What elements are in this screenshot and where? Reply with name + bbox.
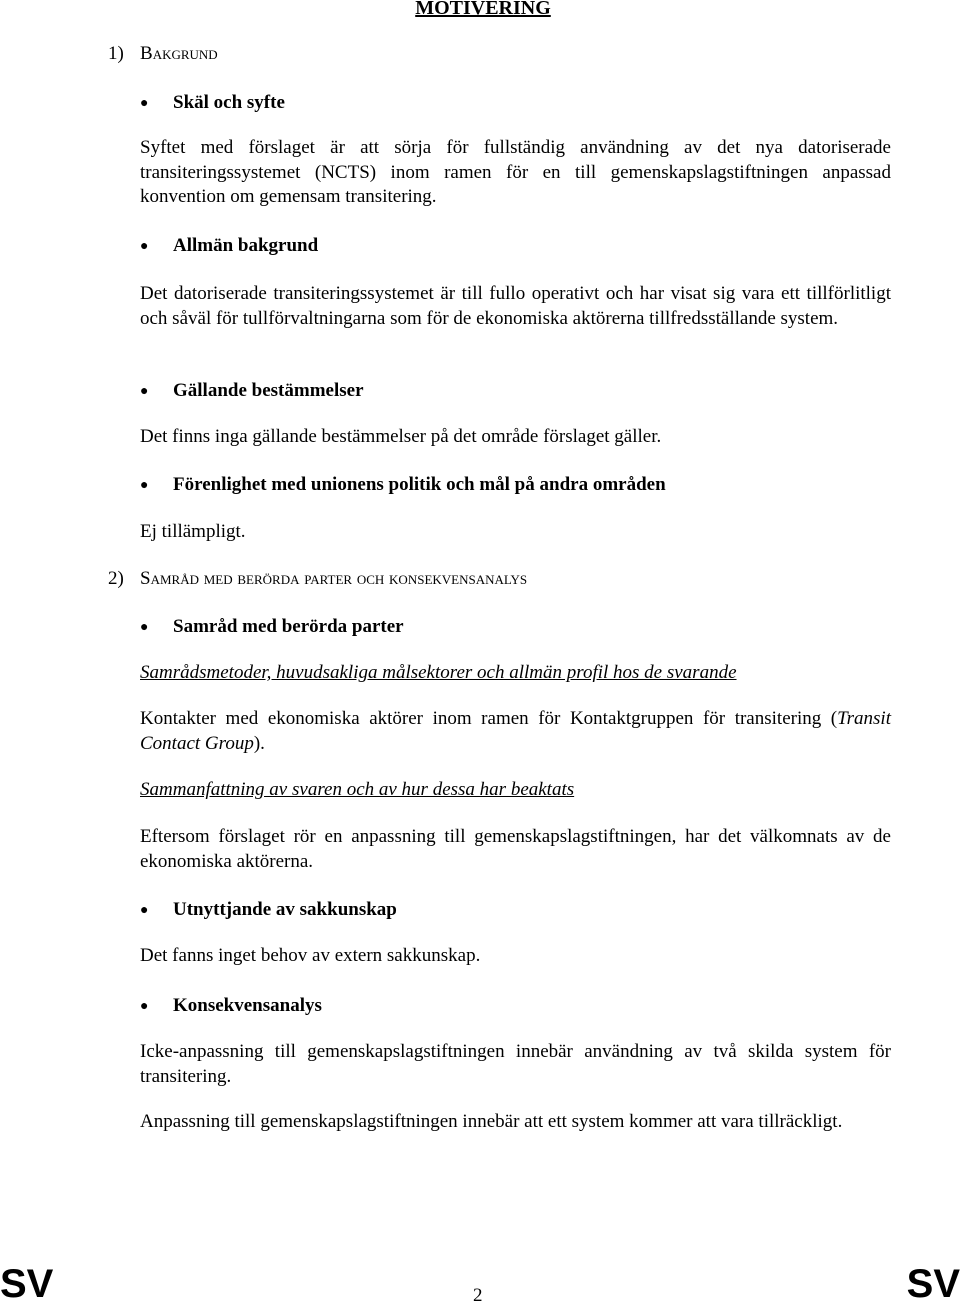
footer-language-code-left: SV bbox=[0, 1262, 54, 1306]
subheading-samradsmetoder: Samrådsmetoder, huvudsakliga målsektorer och allmän profil hos de svarande bbox=[140, 662, 737, 683]
section-heading-samrad bbox=[108, 567, 527, 592]
bullet-heading-skal-och-syfte bbox=[140, 91, 285, 117]
subheading-sammanfattning: Sammanfattning av svaren och av hur dessa har beaktats bbox=[140, 779, 575, 800]
paragraph-ej-tillampligt: Ej tillämpligt. bbox=[140, 521, 246, 542]
paragraph-syfte: Syftet med förslaget är att sörja för fullständig användning av det nya datoriserade transiteringssystemet (NCTS) inom ramen för en till gemenskapslagstiftningen anpassad konvention om gemensam transitering. bbox=[140, 137, 891, 207]
bullet-heading-samrad-med-berorda-parter bbox=[140, 615, 404, 641]
document-title: MOTIVERING bbox=[415, 0, 551, 19]
section-title-initial: B bbox=[140, 43, 153, 64]
bullet-icon: ● bbox=[140, 96, 149, 111]
paragraph-sakkunskap: Det fanns inget behov av extern sakkunskap. bbox=[140, 945, 481, 966]
footer-language-code-right: SV bbox=[906, 1262, 960, 1306]
paragraph-kontakter bbox=[140, 707, 891, 756]
paragraph-bestammelser: Det finns inga gällande bestämmelser på det område förslaget gäller. bbox=[140, 426, 662, 447]
bullet-heading-konsekvensanalys bbox=[140, 994, 322, 1020]
bullet-heading-text: Skäl och syfte bbox=[173, 92, 285, 113]
bullet-heading-allman-bakgrund bbox=[140, 234, 318, 260]
paragraph-anpassning: Anpassning till gemenskapslagstiftningen innebär att ett system kommer att vara tillräckligt. bbox=[140, 1111, 843, 1132]
bullet-heading-text: Samråd med berörda parter bbox=[173, 616, 404, 637]
paragraph-eftersom: Eftersom förslaget rör en anpassning till gemenskapslagstiftningen, har det välkomnats av de ekonomiska aktörerna. bbox=[140, 826, 891, 872]
bullet-heading-forenlighet bbox=[140, 473, 666, 499]
section-number: 2) bbox=[108, 568, 124, 589]
section-title-rest: akgrund bbox=[152, 43, 218, 64]
paragraph-bakgrund: Det datoriserade transiteringssystemet är till fullo operativt och har visat sig vara ett tillförlitligt och såväl för tullförvaltningarna som för de ekonomiska aktörerna tillfredsställande system. bbox=[140, 283, 891, 329]
bullet-icon: ● bbox=[140, 384, 149, 399]
paragraph-italic-text: Transit Contact Group bbox=[140, 708, 891, 754]
bullet-icon: ● bbox=[140, 239, 149, 254]
section-number: 1) bbox=[108, 43, 124, 64]
page-number: 2 bbox=[473, 1285, 483, 1306]
paragraph-text: Kontakter med ekonomiska aktörer inom ramen för Kontaktgruppen för transitering ( bbox=[140, 708, 838, 729]
bullet-heading-gallande-bestammelser bbox=[140, 379, 364, 405]
bullet-heading-text: Allmän bakgrund bbox=[173, 235, 319, 256]
section-title-rest: amråd med berörda parter och konsekvensanalys bbox=[150, 568, 528, 589]
bullet-icon: ● bbox=[140, 999, 149, 1014]
bullet-heading-utnyttjande-av-sakkunskap bbox=[140, 898, 397, 924]
bullet-heading-text: Förenlighet med unionens politik och mål på andra områden bbox=[173, 474, 666, 495]
bullet-heading-text: Gällande bestämmelser bbox=[173, 380, 364, 401]
section-title-initial: S bbox=[140, 568, 151, 589]
bullet-icon: ● bbox=[140, 478, 149, 493]
bullet-heading-text: Konsekvensanalys bbox=[173, 995, 322, 1016]
section-heading-bakgrund bbox=[108, 42, 218, 67]
paragraph-icke-anpassning: Icke-anpassning till gemenskapslagstiftningen innebär användning av två skilda system för transitering. bbox=[140, 1041, 891, 1087]
bullet-icon: ● bbox=[140, 620, 149, 635]
bullet-heading-text: Utnyttjande av sakkunskap bbox=[173, 899, 397, 920]
paragraph-text-end: ). bbox=[253, 732, 265, 754]
bullet-icon: ● bbox=[140, 903, 149, 918]
